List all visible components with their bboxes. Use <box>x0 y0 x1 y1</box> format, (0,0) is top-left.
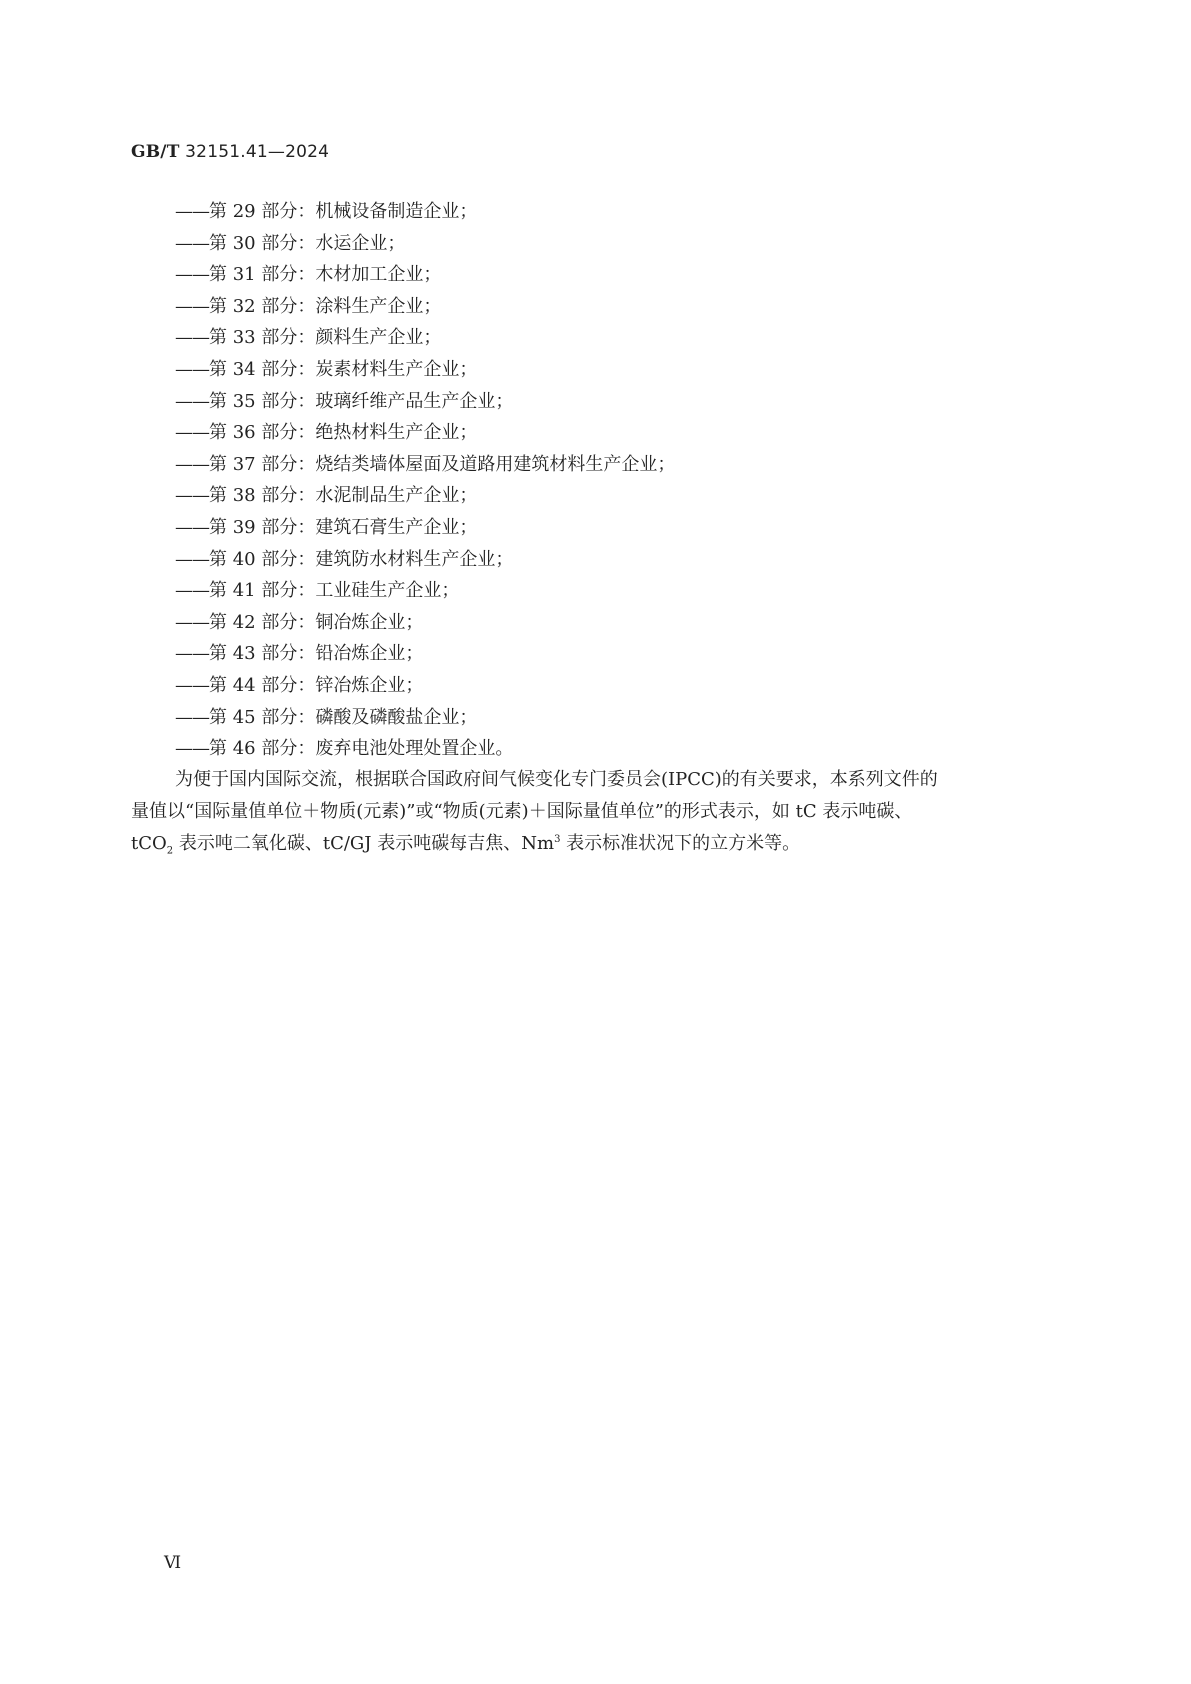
page-number: Ⅵ <box>164 1553 182 1573</box>
list-item-text: 第 37 部分：烧结类墙体屋面及道路用建筑材料生产企业； <box>209 453 676 475</box>
list-dash: —— <box>175 264 209 286</box>
list-item-text: 第 31 部分：木材加工企业； <box>209 264 442 286</box>
list-dash: —— <box>175 706 209 728</box>
standard-identifier <box>131 142 329 162</box>
list-dash: —— <box>175 485 209 507</box>
list-dash: —— <box>175 422 209 444</box>
list-item <box>175 702 675 734</box>
subscript-two: 2 <box>166 845 174 857</box>
list-item-text: 第 38 部分：水泥制品生产企业； <box>209 485 478 507</box>
list-dash: —— <box>175 548 209 570</box>
list-item <box>175 480 675 512</box>
list-item <box>175 228 675 260</box>
standard-prefix: GB/T <box>131 142 180 162</box>
list-dash: —— <box>175 232 209 254</box>
list-item-text: 第 36 部分：绝热材料生产企业； <box>209 422 478 444</box>
list-dash: —— <box>175 516 209 538</box>
list-dash: —— <box>175 611 209 633</box>
paragraph-text: 表示吨二氧化碳、tC/GJ 表示吨碳每吉焦、Nm <box>173 833 555 854</box>
list-item <box>175 512 675 544</box>
list-item-text: 第 39 部分：建筑石膏生产企业； <box>209 516 478 538</box>
list-item-text: 第 46 部分：废弃电池处理处置企业。 <box>209 738 514 760</box>
list-item <box>175 322 675 354</box>
list-dash: —— <box>175 643 209 665</box>
standard-number: 32151.41—2024 <box>185 142 330 162</box>
list-item-text: 第 41 部分：工业硅生产企业； <box>209 580 460 602</box>
list-item <box>175 607 675 639</box>
list-dash: —— <box>175 674 209 696</box>
list-item <box>175 670 675 702</box>
list-item <box>175 638 675 670</box>
list-item <box>175 354 675 386</box>
list-item <box>175 544 675 576</box>
list-dash: —— <box>175 390 209 412</box>
paragraph-text: 表示标准状况下的立方米等。 <box>560 833 801 854</box>
list-dash: —— <box>175 201 209 222</box>
list-item <box>175 449 675 481</box>
list-dash: —— <box>175 295 209 317</box>
list-item <box>175 196 675 228</box>
list-item-text: 第 45 部分：磷酸及磷酸盐企业； <box>209 706 478 728</box>
list-dash: —— <box>175 453 209 475</box>
paragraph-line-1: 为便于国内国际交流，根据联合国政府间气候变化专门委员会(IPCC)的有关要求，本系列文件的 <box>175 769 938 790</box>
list-item-text: 第 34 部分：炭素材料生产企业； <box>209 358 478 380</box>
list-item <box>175 417 675 449</box>
list-dash: —— <box>175 738 209 760</box>
list-dash: —— <box>175 358 209 380</box>
list-dash: —— <box>175 327 209 349</box>
paragraph-text: tCO <box>131 833 167 854</box>
units-paragraph <box>131 764 1061 860</box>
list-item-text: 第 44 部分：锌冶炼企业； <box>209 674 424 696</box>
list-item-text: 第 30 部分：水运企业； <box>209 232 406 254</box>
list-item-text: 第 40 部分：建筑防水材料生产企业； <box>209 548 514 570</box>
list-item <box>175 259 675 291</box>
superscript-three: 3 <box>554 834 561 845</box>
list-item-text: 第 32 部分：涂料生产企业； <box>209 295 442 317</box>
list-item-text: 第 35 部分：玻璃纤维产品生产企业； <box>209 390 514 412</box>
list-item <box>175 575 675 607</box>
parts-list <box>175 196 675 765</box>
list-item <box>175 291 675 323</box>
list-item-text: 第 29 部分：机械设备制造企业； <box>209 201 478 222</box>
list-item <box>175 386 675 418</box>
list-item <box>175 733 675 765</box>
paragraph-line-3 <box>131 828 1061 860</box>
paragraph-line-2: 量值以“国际量值单位＋物质(元素)”或“物质(元素)＋国际量值单位”的形式表示，如 tC 表示吨碳、 <box>131 801 913 822</box>
list-item-text: 第 42 部分：铜冶炼企业； <box>209 611 424 633</box>
list-item-text: 第 43 部分：铅冶炼企业； <box>209 643 424 665</box>
list-dash: —— <box>175 580 209 602</box>
list-item-text: 第 33 部分：颜料生产企业； <box>209 327 442 349</box>
